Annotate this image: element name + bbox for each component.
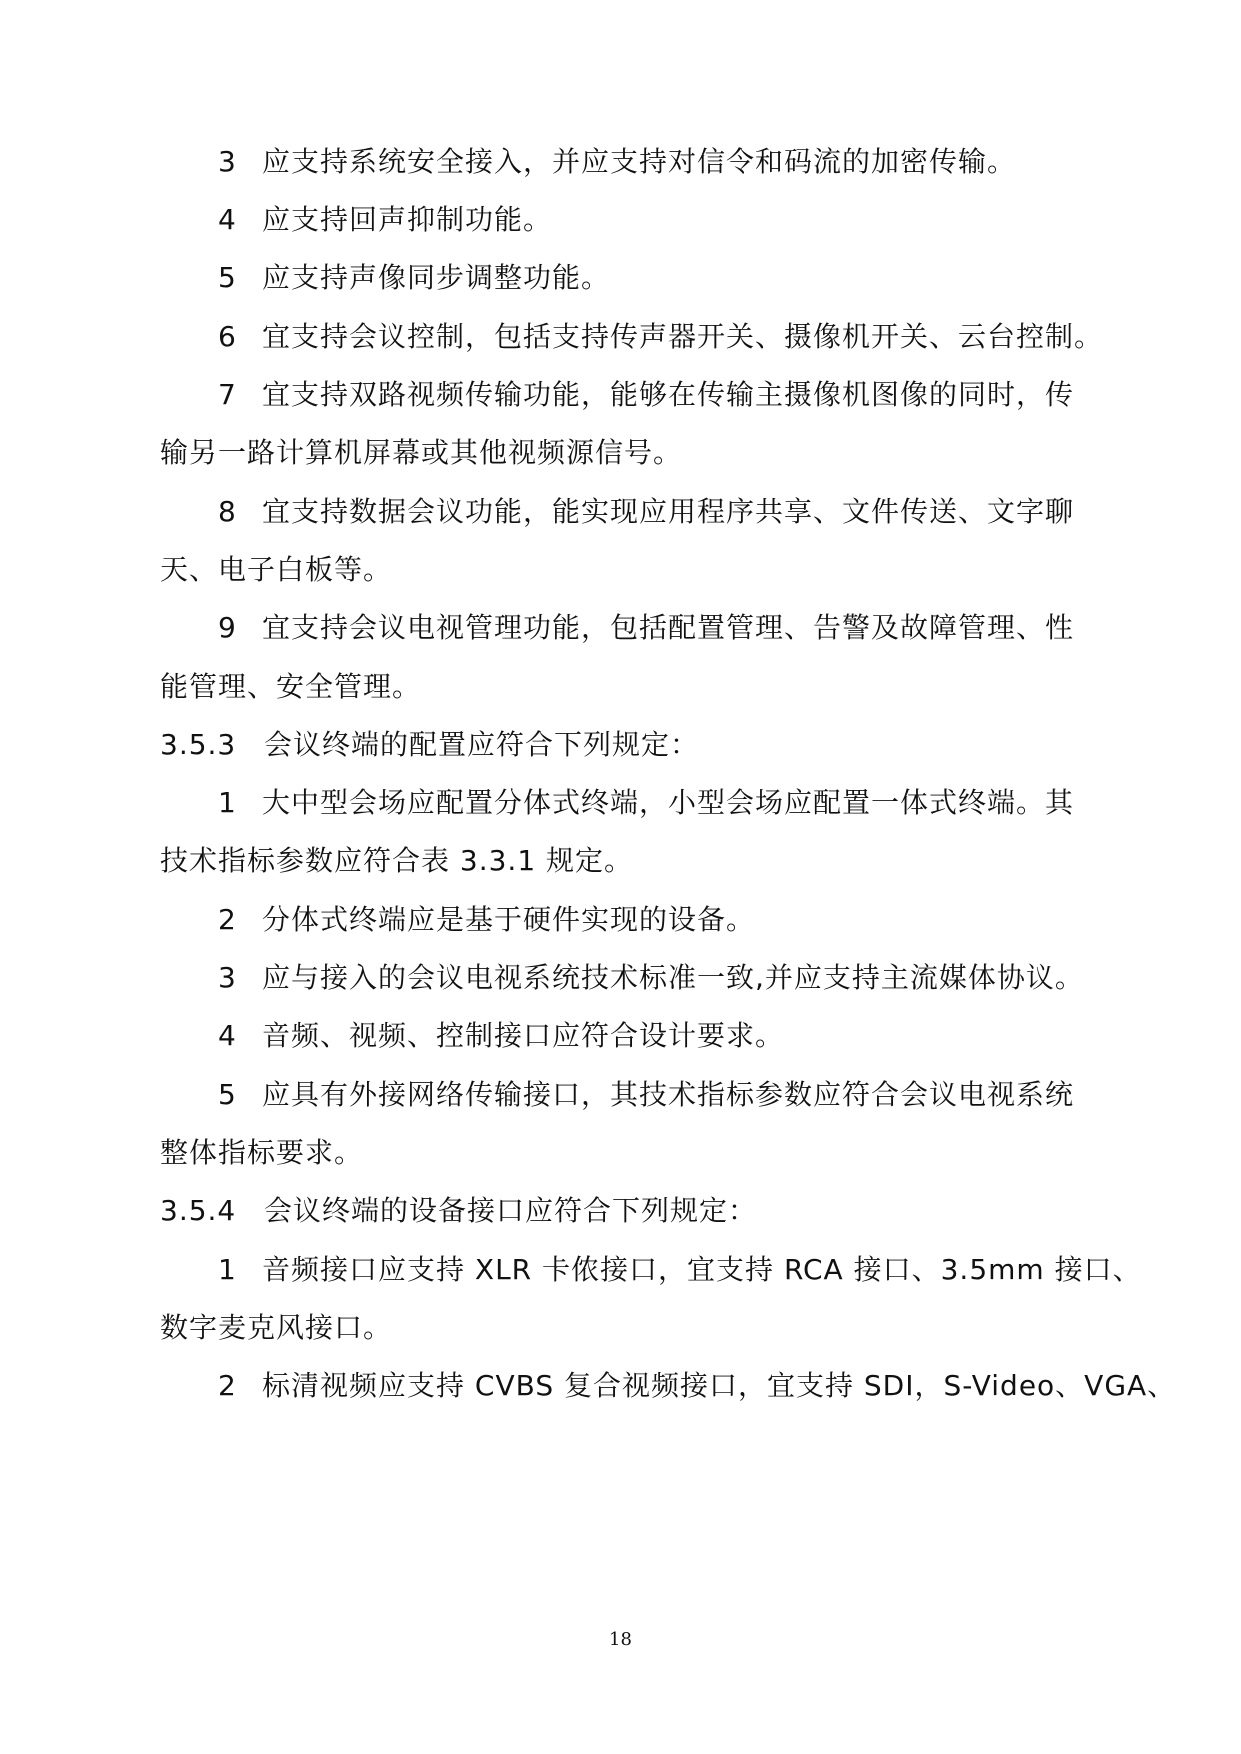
section-heading [160, 722, 1080, 768]
item-text: 宜支持数据会议功能，能实现应用程序共享、文件传送、文字聊 [262, 495, 1075, 528]
item-number: 2 [218, 903, 237, 936]
item-text: 输另一路计算机屏幕或其他视频源信号。 [160, 436, 683, 469]
page-number: 18 [609, 1629, 632, 1650]
item-text: 天、电子白板等。 [160, 553, 393, 586]
section-number: 3.5.4 [160, 1194, 237, 1227]
section-heading [160, 1188, 1080, 1234]
item-line [218, 1363, 1177, 1409]
item-number: 4 [218, 203, 237, 236]
item-text: 数字麦克风接口。 [160, 1311, 393, 1344]
section-text: 会议终端的设备接口应符合下列规定： [264, 1194, 758, 1227]
item-line [218, 255, 1080, 301]
item-number: 7 [218, 378, 237, 411]
item-line [218, 955, 1084, 1001]
item-line [218, 605, 1080, 651]
item-text: 应支持回声抑制功能。 [262, 203, 553, 236]
item-number: 1 [218, 786, 237, 819]
item-text: 能管理、安全管理。 [160, 670, 422, 703]
item-line [218, 1247, 1142, 1293]
continuation-line [160, 664, 1080, 710]
item-line [218, 780, 1080, 826]
continuation-line [160, 547, 1080, 593]
item-line [218, 1072, 1080, 1118]
item-text: 整体指标要求。 [160, 1136, 364, 1169]
item-text: 宜支持会议电视管理功能，包括配置管理、告警及故障管理、性 [262, 611, 1075, 644]
continuation-line [160, 838, 1080, 884]
continuation-line [160, 1305, 1080, 1351]
item-number: 6 [218, 320, 237, 353]
item-text: 分体式终端应是基于硬件实现的设备。 [262, 903, 756, 936]
item-number: 8 [218, 495, 237, 528]
item-text: 应支持声像同步调整功能。 [262, 261, 611, 294]
item-text: 应与接入的会议电视系统技术标准一致,并应支持主流媒体协议。 [262, 961, 1084, 994]
item-text: 音频接口应支持 XLR 卡侬接口，宜支持 RCA 接口、3.5mm 接口、 [262, 1253, 1142, 1286]
item-number: 1 [218, 1253, 237, 1286]
section-number: 3.5.3 [160, 728, 237, 761]
item-number: 5 [218, 1078, 237, 1111]
item-line [218, 197, 1080, 243]
continuation-line [160, 1130, 1080, 1176]
item-text: 标清视频应支持 CVBS 复合视频接口，宜支持 SDI，S-Video、VGA、 [262, 1369, 1177, 1402]
item-text: 大中型会场应配置分体式终端，小型会场应配置一体式终端。其 [262, 786, 1075, 819]
item-number: 3 [218, 145, 237, 178]
item-number: 4 [218, 1019, 237, 1052]
item-text: 应支持系统安全接入，并应支持对信令和码流的加密传输。 [262, 145, 1017, 178]
continuation-line [160, 430, 1080, 476]
item-number: 3 [218, 961, 237, 994]
item-text: 应具有外接网络传输接口，其技术指标参数应符合会议电视系统 [262, 1078, 1075, 1111]
item-number: 9 [218, 611, 237, 644]
item-line [218, 372, 1080, 418]
item-line [218, 139, 1080, 185]
item-text: 宜支持双路视频传输功能，能够在传输主摄像机图像的同时，传 [262, 378, 1075, 411]
item-line [218, 897, 1080, 943]
item-text: 音频、视频、控制接口应符合设计要求。 [262, 1019, 785, 1052]
item-line [218, 314, 1104, 360]
item-line [218, 1013, 1080, 1059]
item-number: 5 [218, 261, 237, 294]
section-text: 会议终端的配置应符合下列规定： [264, 728, 700, 761]
item-line [218, 489, 1080, 535]
item-number: 2 [218, 1369, 237, 1402]
item-text: 宜支持会议控制，包括支持传声器开关、摄像机开关、云台控制。 [262, 320, 1104, 353]
item-text: 技术指标参数应符合表 3.3.1 规定。 [160, 844, 634, 877]
